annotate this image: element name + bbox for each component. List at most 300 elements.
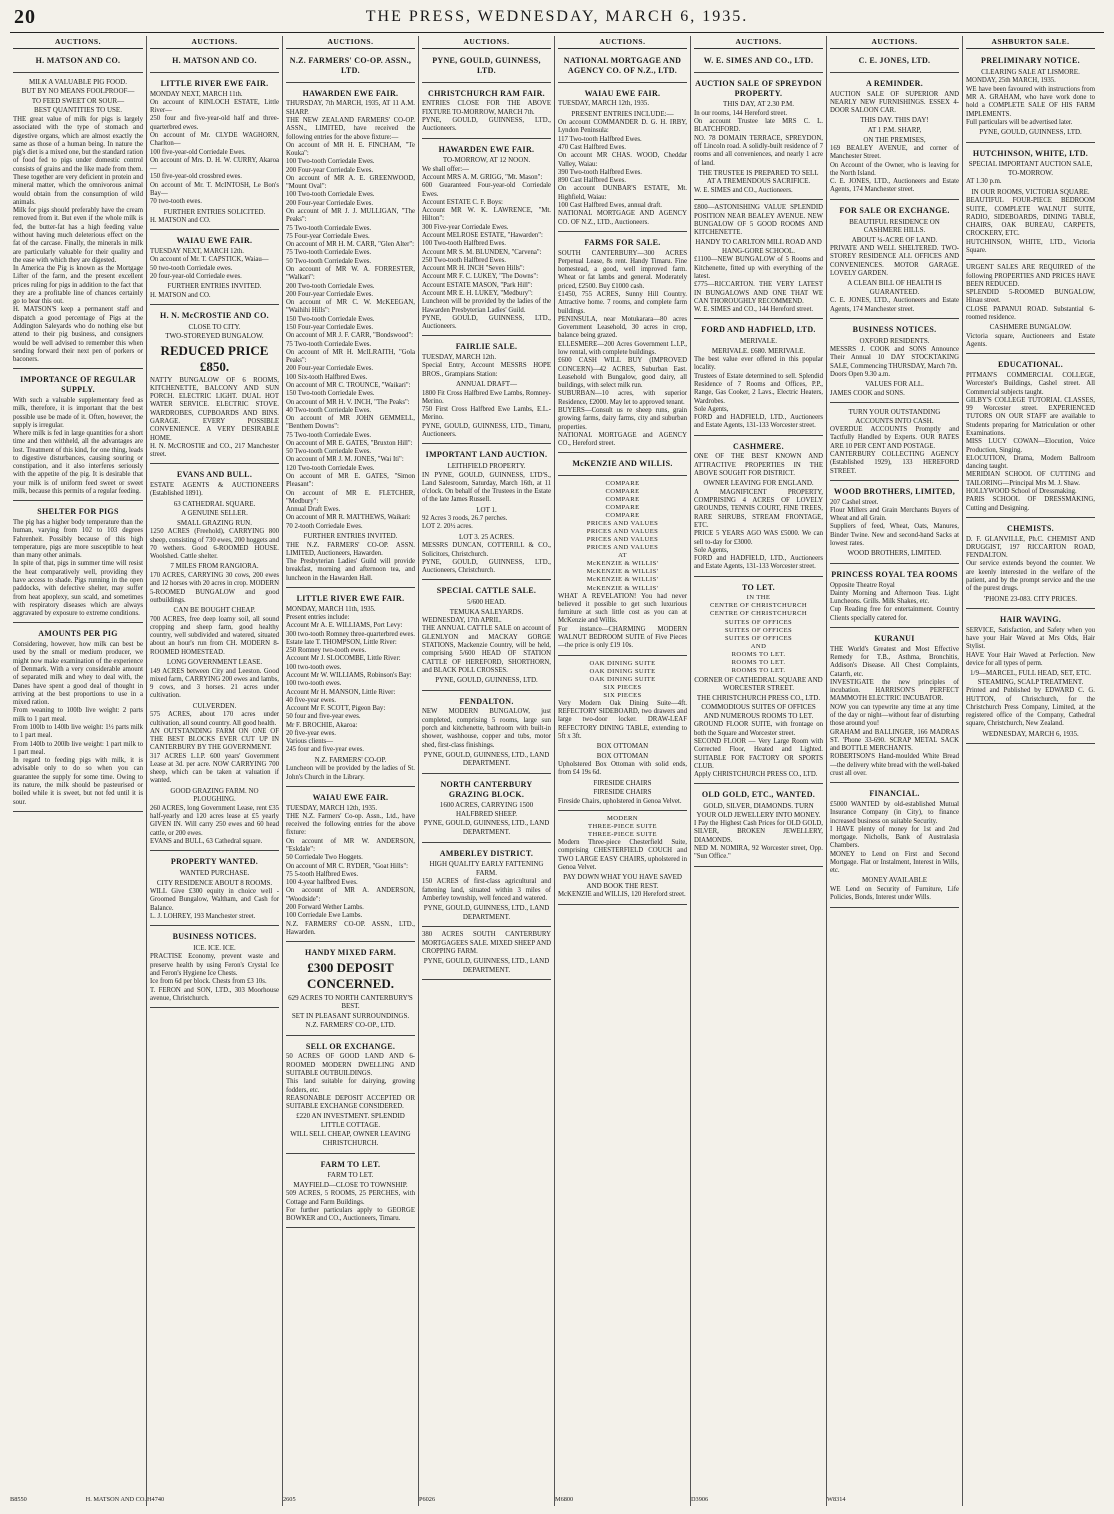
advert-text: 250 Romney two-tooth ewes. (286, 647, 367, 655)
advert-text: 75 Two-tooth Corriedale Ewes. (286, 224, 372, 232)
advertisement-block (694, 786, 823, 866)
advert-text: PENINSULA, near Motukarara—80 acres Government Leasehold, 30 acres in crop, balance being grazed. (558, 315, 687, 340)
advert-text: 200 Two-tooth Corriedale Ewes. (286, 282, 375, 290)
advertisement-block (286, 1156, 415, 1229)
advert-text: We shall offer:— (422, 165, 469, 173)
advertisement-block (150, 52, 279, 73)
advert-text: WEDNESDAY, MARCH 6, 1935. (982, 729, 1079, 738)
repeated-heading: MODERN (607, 815, 638, 823)
repeated-heading: PRICES AND VALUES (586, 536, 659, 544)
advert-text: BEAUTIFUL RESIDENCE ON CASHMERE HILLS. (849, 217, 940, 235)
repeated-heading: SUITES OF OFFICES (724, 634, 793, 642)
advert-text: 5/600 HEAD. (467, 598, 506, 607)
advert-title: CASHMERE. (733, 441, 784, 451)
advert-text: On account of MR H. M. CARR, "Glen Alter": (286, 241, 415, 249)
advert-text: NATTY BUNGALOW OF 6 ROOMS, KITCHENETTE, BALCONY AND SUN PORCH. ELECTRIC LIGHT. DUAL HOT WATER SERVICE. ELECTRIC STOVE. WARDROBES, CUPBOARDS AND BINS. GARAGE. EVERY POSSIBLE CONVENIENCE. A VERY DESIRABLE HOME. (150, 376, 279, 442)
advert-text: ELOCUTION, Drama, Modern Ballroom dancing taught. (966, 454, 1095, 471)
advertisement-block (422, 776, 551, 843)
advert-text: 207 Cashel street. (830, 498, 879, 506)
advert-text: CLOSE PAPANUI ROAD. Substantial 6-roomed residence. (966, 305, 1095, 321)
advert-title: LITTLE RIVER EWE FAIR. (160, 78, 269, 88)
column-5 (554, 36, 690, 1506)
advert-title: FINANCIAL. (869, 789, 920, 799)
advert-text: On account of MR C. TROUNCE, "Waikari": (286, 381, 411, 389)
advert-text: PRIVATE AND WELL SHELTERED. TWO-STOREY RESIDENCE ALL OFFICES AND CONVENIENCES. MOTOR GARAGE. LOVELY GARDEN. (830, 245, 959, 277)
advert-text: LEITHFIELD PROPERTY. (447, 461, 526, 470)
advert-text: 63 CATHEDRAL SQUARE. (173, 499, 256, 508)
advert-text: PYNE, GOULD, GUINNESS, LTD., Auctioneers. (422, 314, 551, 331)
column-footer (10, 1496, 146, 1504)
column-2 (146, 36, 282, 1506)
advertisement-block (286, 944, 415, 1036)
column-heading: AUCTIONS. (694, 36, 823, 49)
advert-text: CITY RESIDENCE ABOUT 8 ROOMS. (156, 878, 273, 887)
advert-text: CULVERDEN. (192, 701, 237, 710)
advert-title: PRELIMINARY NOTICE. (981, 56, 1080, 66)
advert-title: FAIRLIE SALE. (455, 342, 518, 352)
advert-text: 40 Two-tooth Corriedale Ewes. (286, 406, 372, 414)
column-heading: AUCTIONS. (13, 36, 143, 49)
advert-text: Account Mr J. SLOCOMBE, Little River: (286, 655, 401, 663)
advertisement-block (830, 405, 959, 481)
advert-title: EDUCATIONAL. (997, 360, 1063, 370)
advert-title: IMPORTANCE OF REGULAR SUPPLY. (20, 375, 136, 395)
advert-text: BUYERS—Consult us re sheep runs, grain growing farms, dairy farms, city and suburban properties. (558, 406, 687, 431)
advert-text: H. MATSON and CO. (150, 291, 211, 299)
advert-text: PRESENT ENTRIES INCLUDE:— (571, 109, 674, 118)
advert-text: On account of MR H. E. FINCHAM, "Te Kouka": (286, 141, 415, 158)
repeated-heading: SIX PIECES (603, 691, 642, 699)
repeated-heading: PRICES AND VALUES (586, 544, 659, 552)
advert-text: PAY DOWN WHAT YOU HAVE SAVED AND BOOK THE REST. (563, 873, 682, 890)
advert-title: C. E. JONES, LTD. (858, 56, 931, 66)
advert-text: TUESDAY, MARCH 12th, 1935. (286, 804, 378, 812)
advert-text: N.Z. FARMERS' CO-OP. ASSN., LTD., Hawarden. (286, 920, 415, 936)
advert-text: Account MR E. H. LUKEY, "Medbury": (422, 290, 533, 298)
advert-text: 100 five-year-old Corriedale Ewes. (150, 148, 246, 156)
advert-text: Apply CHRISTCHURCH PRESS CO., LTD. (694, 771, 818, 779)
advert-text: 100 Two-tooth Halfbred Ewes. (422, 240, 506, 248)
advert-text: Account ESTATE MASON, "Park Hill": (422, 281, 533, 289)
advert-title: SHELTER FOR PIGS (37, 507, 119, 517)
advert-text: Our service extends beyond the counter. We are keenly interested in the welfare of the patient, and by the prompt service and the use of the purest drugs. (966, 560, 1095, 593)
advertisement-block (558, 658, 687, 812)
advert-text: CANTERBURY COLLECTING AGENCY (Established 1929), 133 HEREFORD STREET. (830, 450, 959, 475)
advert-text: W. E. SIMES and CO., 144 Hereford street. (694, 306, 814, 314)
advert-text: £220 AN INVESTMENT. SPLENDID LITTLE COTTAGE. (296, 1112, 405, 1129)
advert-text: TO-MORROW, AT 12 NOON. (442, 156, 531, 165)
advert-text: WANTED PURCHASE. (179, 868, 250, 877)
advert-text: 'PHONE 23-083. CITY PRICES. (984, 594, 1077, 603)
advert-text: TEMUKA SALEYARDS. (449, 607, 524, 616)
advert-text: 50 Corriedale Two Hoggets. (286, 854, 363, 862)
advert-text: A GENUINE SELLER. (181, 509, 248, 518)
advert-text: MAYFIELD—CLOSE TO TOWNSHIP. (293, 1180, 408, 1189)
advert-text: NEW MODERN BUNGALOW, just completed, comprising 5 rooms, large sun porch and kitchenette, bathroom with built-in shower, washhouse, copper and tubs, motor shed, first-class finishings. (422, 708, 551, 749)
advert-text: On account of MR E. GATES, "Simon Pleasant": (286, 473, 415, 489)
advertisement-block (286, 52, 415, 83)
advert-text: 100 Corriedale Ewe Lambs. (286, 912, 363, 920)
advertisement-block (966, 356, 1095, 518)
advert-title: SELL OR EXCHANGE. (305, 1041, 396, 1051)
advert-text: OVERDUE ACCOUNTS Promptly and Tactfully Handled by Experts. OUR RATES ARE 10 PER CENT AND POSTAGE. (830, 426, 959, 450)
advert-title: PYNE, GOULD, GUINNESS, LTD. (432, 56, 541, 75)
column-heading: AUCTIONS. (150, 36, 279, 49)
advert-text: H. MATSON'S keep a permanent staff and dispatch a good percentage of Pigs at the Addington Saleyards who do nothing else but attend to their pig business, and consigners would be well advised to remember this when sending forward their next pen of porkers or baconers. (13, 306, 143, 364)
advert-title: NATIONAL MORTGAGE AND AGENCY CO. OF N.Z., LTD. (563, 56, 682, 75)
advert-text: 100 4-year halfbred Ewes. (286, 879, 358, 887)
advertisement-block (286, 85, 415, 588)
advertisement-block (830, 75, 959, 200)
advertisement-block (966, 262, 1095, 354)
advert-text: NED M. NOMIRA, 92 Worcester street, Opp. "Sun Office." (694, 845, 823, 861)
advert-text: On account of KINLOCH ESTATE, Little River— (150, 98, 279, 115)
advert-text: On account of Mr. T. CAPSTICK, Waiau— (150, 256, 269, 264)
repeated-heading: COMPARE (605, 504, 640, 512)
repeated-heading: OAK DINING SUITE (589, 667, 656, 675)
repeated-heading: PRICES AND VALUES (586, 528, 659, 536)
advert-text: MISS LUCY COWAN—Elocution, Voice Production, Singing. (966, 438, 1095, 454)
advertisement-block (830, 52, 959, 73)
advert-text: OWNER LEAVING FOR ENGLAND. (703, 479, 814, 488)
advertisement-block (830, 483, 959, 564)
advert-text: W. E. SIMES and CO., Auctioneers. (694, 186, 793, 194)
advert-text: TO FEED SWEET OR SOUR— (31, 96, 125, 105)
advert-text: Various clients— (286, 738, 334, 746)
advert-text: 700 ACRES, free deep loamy soil, all sound cropping and sheep farm, good healthy country, well subdivided and watered, situated about an hour's run from CH. MODERN 8-ROOMED HOMESTEAD. (150, 615, 279, 656)
advert-text: SMALL GRAZING RUN. (177, 518, 252, 527)
advertisement-block (286, 590, 415, 787)
advert-text: 245 four and five-year ewes. (286, 746, 364, 754)
advert-text: 750 First Cross Halfbred Ewe Lambs, E.L.-Merino. (422, 406, 551, 422)
advertisement-block (694, 579, 823, 785)
advert-text: On account COMMANDER D. G. H. IRBY, Lyndon Peninsula: (558, 119, 687, 135)
advert-text: THIS DAY. THIS DAY! (860, 116, 929, 125)
advert-text: FURTHER ENTRIES INVITED. (303, 532, 398, 541)
advert-text: On account of Mr. CLYDE WAGHORN, Charlton— (150, 132, 279, 148)
footer-code: W8314 (827, 1496, 846, 1504)
advert-text: On account of Mrs. D. H. W. CURRY, Akaroa— (150, 156, 279, 173)
advert-text: MESSRS DUNCAN, COTTERILL & CO., Solicitors, Christchurch. (422, 542, 551, 558)
advertisement-block (966, 145, 1095, 261)
advert-text: Dainty Morning and Afternoon Teas. Light Luncheons. Grills. Milk Shakes, etc. (830, 589, 959, 606)
advert-text: FORD and HADFIELD, LTD., Auctioneers and Estate Agents, 131-133 Worcester street. (694, 555, 823, 571)
advert-text: L. J. LOHREY, 193 Manchester street. (150, 912, 256, 920)
repeated-heading: COMPARE (605, 488, 640, 496)
column-heading: AUCTIONS. (830, 36, 959, 49)
advert-text: On account of MR J. F. CARR, "Bondswood": (286, 332, 413, 340)
advertisement-block (286, 1038, 415, 1154)
advert-text: MERIVALE. £680. MERIVALE. (711, 346, 806, 355)
advert-text: TUESDAY NEXT, MARCH 12th. (150, 248, 244, 256)
advert-text: THE N.Z. FARMERS' CO-OP. ASSN. LIMITED, Auctioneers, Hawarden. (286, 541, 415, 557)
advert-text: 50 Two-tooth Corriedale Ewes. (286, 448, 372, 456)
column-heading: AUCTIONS. (422, 36, 551, 49)
advert-text: MERIDIAN SCHOOL OF CUTTING and TAILORING—Principal Mrs M. J. Shaw. (966, 471, 1095, 487)
advertisement-block (830, 630, 959, 783)
advert-text: THURSDAY, 7th MARCH, 1935, AT 11 A.M. SHARP. (286, 100, 415, 116)
repeated-heading: McKENZIE & WILLIS' (586, 568, 659, 576)
repeated-heading: PRICES AND VALUES (586, 520, 659, 528)
advert-text: IN PYNE, GOULD, GUINNESS, LTD'S., Land Salesroom, Saturday, March 16th, at 11 o'clock. On behalf of the Trustees in the Estate of the late James Russell. (422, 471, 551, 504)
advertisement-block (150, 232, 279, 305)
advertisement-block (966, 611, 1095, 744)
advert-text: ONE OF THE BEST KNOWN AND ATTRACTIVE PROPERTIES IN THE ABOVE SOUGHT FOR DISTRICT. (694, 453, 823, 478)
advert-text: VALUES FOR ALL. (865, 380, 924, 389)
advert-title: EVANS AND BULL. (176, 470, 253, 480)
advert-title: BUSINESS NOTICES. (852, 324, 937, 334)
repeated-heading: OAK DINING SUITE (589, 675, 656, 683)
advert-text: MONEY AVAILABLE (861, 876, 927, 885)
advertisement-block (13, 52, 143, 73)
repeated-heading: SIX PIECES (603, 683, 642, 691)
advert-text: 120 Two-tooth Corriedale Ewes. (286, 464, 375, 472)
advert-title: TO LET. (742, 582, 775, 592)
advert-text: The best value ever offered in this popular locality. (694, 356, 823, 372)
advert-title: H. MATSON AND CO. (172, 56, 257, 66)
advert-title: FOR SALE OR EXCHANGE. (839, 205, 950, 215)
advertisement-block (422, 929, 551, 980)
advert-text: Trustees of Estate determined to sell. Splendid Residence of 7 Rooms and Offices, P.P., Range, Gas Cooker, 2 Lavs., Electric Heaters, Wardrobes. (694, 372, 823, 405)
advert-text: WE have been favoured with instructions from MR A. GRAHAM, who have work done to hold a COMPLETE SALE OF HIS FARM IMPLEMENTS. (966, 85, 1095, 118)
advert-title: SPECIAL CATTLE SALE. (436, 586, 537, 596)
advert-text: BUT BY NO MEANS FOOLPROOF— (21, 87, 135, 96)
advertisement-block (558, 52, 687, 83)
repeated-heading: THREE-PIECE SUITE (588, 831, 657, 839)
advert-text: WE Lend on Security of Furniture, Life Policies, Bonds, Interest under Wills. (830, 886, 959, 902)
advertisement-block (694, 75, 823, 200)
advert-text: ICE. ICE. ICE. (193, 943, 236, 952)
advert-text: MONDAY, 25th MARCH, 1935. (966, 77, 1056, 85)
advert-text: 470 Cast Halfbred Ewes. (558, 144, 626, 152)
advert-text: WILL SELL CHEAP, OWNER LEAVING CHRISTCHURCH. (290, 1130, 411, 1148)
column-footer (283, 1496, 418, 1504)
advert-text: THE World's Greatest and Most Effective Remedy for T.B., Asthma, Bronchitis, Addison's Disease. All Chest Complaints, Catarrh, etc. (830, 645, 959, 678)
advert-text: Estate late T. THOMPSON, Little River: (286, 638, 397, 646)
advert-text: 1600 ACRES, CARRYING 1500 HALFBRED SHEEP. (439, 801, 534, 818)
advert-text: PARIS SCHOOL OF DRESSMAKING, Cutting and Designing. (966, 496, 1095, 512)
advert-text: D. F. GLANVILLE, Ph.C. CHEMIST AND DRUGGIST, 197 RICCARTON ROAD, FENDALTON. (966, 535, 1095, 560)
advertisement-block (694, 52, 823, 73)
advert-text: 92 Acres 3 roods, 26.7 perches. (422, 515, 508, 523)
advertisement-block (422, 582, 551, 690)
advert-text: Sole Agents, (694, 546, 729, 554)
advert-text: Milk for pigs should preferably have the cream removed from it. But even if the whole milk is fed, the butter-fat has a high feeding value without having much deleterious effect on the fat of the carcase. Finally, the minerals in milk are particularly valuable for their quality and the ease with which they are digested. (13, 207, 143, 264)
advertisement-block (694, 202, 823, 319)
advert-text: On account of MR JOHN GEMMELL, "Benthem Downs": (286, 415, 415, 431)
column-heading: AUCTIONS. (558, 36, 687, 49)
advert-text: PYNE, GOULD, GUINNESS, LTD., LAND DEPARTMENT. (423, 750, 550, 768)
advert-text: 20 four-year-old Corriedale ewes. (150, 272, 242, 280)
advert-title: BUSINESS NOTICES. (172, 932, 257, 942)
column-7 (826, 36, 962, 1506)
advertisement-block (150, 307, 279, 464)
repeated-heading: COMPARE (605, 512, 640, 520)
advert-title: HAWARDEN EWE FAIR. (438, 144, 535, 154)
advert-text: INVESTIGATE the new principles of incubation. HARRISON'S PERFECT MAMMOTH ELECTRIC INCUBATOR. (830, 678, 959, 703)
advert-text: ESTATE AGENTS & AUCTIONEERS (Established 1891). (150, 482, 279, 498)
advert-title: WAIAU EWE FAIR. (584, 88, 661, 98)
advert-text: THE N.Z. Farmers' Co-op. Assn., Ltd., have received the following entries for the above fixture: (286, 812, 415, 837)
advert-title: N.Z. FARMERS' CO-OP. ASSN., LTD. (289, 56, 412, 75)
advert-text: AT 1.30 p.m. (966, 178, 1002, 186)
advert-title: AMOUNTS PER PIG (38, 629, 118, 639)
advert-text: McKENZIE and WILLIS, 120 Hereford street. (558, 891, 686, 899)
advert-text: PRACTISE Economy, prevent waste and preserve health by using Feron's Crystal Ice and Feron's Hygiene Ice Chests. (150, 953, 279, 978)
advert-text: Flour Millers and Grain Merchants Buyers of Wheat and all Grain. (830, 506, 959, 523)
advert-text: From 140lb to 200lb live weight: 1 part milk to 1 part meal. (13, 740, 143, 756)
advert-text: Account Mr F. SCOTT, Pigeon Bay: (286, 705, 386, 713)
advert-text: BOX OTTOMAN (596, 751, 649, 760)
advert-title: PRINCESS ROYAL TEA ROOMS (831, 569, 958, 579)
advert-text: 200 Forward Wether Lambs. (286, 903, 364, 911)
advert-text: H. N. McCROSTIE and CO., 217 Manchester street. (150, 442, 279, 459)
advert-text: WHAT A REVELATION! You had never believed it possible to get such luxurious furniture at such little cost as you can at McKenzie and Willis. (558, 592, 687, 625)
advertisement-block (830, 321, 959, 403)
advert-text: SERVICE, Satisfaction, and Safety when you have your Hair Waved at Mrs Olds, Hair Stylist. (966, 626, 1095, 651)
repeated-heading: OAK DINING SUITE (589, 659, 656, 667)
advert-text: 20 five-year ewes. (286, 729, 337, 737)
repeated-heading: AT (618, 552, 627, 560)
advert-text: Sole Agents, (694, 405, 729, 413)
advert-text: FIRESIDE CHAIRS (593, 788, 652, 797)
newspaper-title: THE PRESS, WEDNESDAY, MARCH 6, 1935. (365, 8, 749, 25)
advert-text: ELLESMERE—200 Acres Government L.I.P., low rental, with complete buildings. (558, 340, 687, 356)
advert-text: 1800 Fit Cross Halfbred Ewe Lambs, Romney-Merino. (422, 389, 551, 405)
advert-text: FURTHER ENTRIES SOLICITED. (163, 207, 266, 216)
advert-text: 70 2-tooth Corriedale Ewes. (286, 522, 363, 530)
advert-text: PYNE, GOULD, GUINNESS, LTD., Timaru, Auctioneers. (422, 422, 551, 438)
advertisement-block (422, 338, 551, 444)
advert-text: WOOD BROTHERS, LIMITED. (847, 549, 942, 558)
advert-text: NATIONAL MORTGAGE AND AGENCY CO. OF N.Z., LTD., Auctioneers. (558, 210, 687, 226)
repeated-heading: ROOMS TO LET. (731, 650, 786, 658)
advert-title: WAIAU EWE FAIR. (312, 792, 389, 802)
repeated-heading: McKENZIE & WILLIS' (586, 560, 659, 568)
advert-text: THE NEW ZEALAND FARMERS' CO-OP. ASSN., LIMITED, have received the following entries for the above fixture:— (286, 116, 415, 141)
footer-sign: H. MATSON AND CO. (85, 1496, 146, 1504)
advert-text: LOT 1. (476, 505, 497, 514)
advert-text: 7 MILES FROM RANGIORA. (170, 562, 259, 571)
advert-text: With such a valuable supplementary feed as milk, therefore, it is important that the best possible use be made of it. Often, however, the supply is irregular. (13, 396, 143, 429)
column-8 (962, 36, 1098, 1506)
column-footer (147, 1496, 282, 1504)
advert-text: Account Mr H. MANSON, Little River: (286, 688, 396, 696)
advert-text: PYNE, GOULD, GUINNESS, LTD., LAND DEPARTMENT. (423, 904, 550, 921)
advert-text: 200 Four-year Corriedale Ewes. (286, 290, 374, 298)
advert-text: On account of MR C. RYDER, "Goat Hills": (286, 862, 409, 870)
repeated-heading: CENTRE OF CHRISTCHURCH (709, 602, 808, 610)
advert-text: On account of MR J. M. JONES, "Wai Iti": (286, 456, 404, 464)
advert-text: 50 four and five-year ewes. (286, 713, 361, 721)
advertisement-block (13, 625, 143, 811)
advert-text: On account of MR A. ANDERSON, "Woodside": (286, 887, 415, 903)
advertisement-block (422, 693, 551, 774)
advertisement-block (150, 853, 279, 926)
repeated-heading: McKENZIE & WILLIS' (586, 584, 659, 592)
advert-text: Very Modern Oak Dining Suite—4ft. REFECTORY SIDEBOARD, two drawers and large two-door locker. DRAW-LEAF REFECTORY DINING TABLE, extending to 5ft x 3ft. (558, 699, 687, 740)
advert-text: In America the Pig is known as the Mortgage Lifter of the farm, and the present excellent prices ruling for pigs in addition to the fact that they are a profitable line of chances certainly go to bear this out. (13, 265, 143, 306)
advertisement-block (13, 503, 143, 623)
advert-text: PYNE, GOULD, GUINNESS, LTD., LAND DEPARTMENT. (423, 819, 550, 837)
columns-container (10, 36, 1104, 1506)
advert-text: H. MATSON and CO. (150, 217, 211, 225)
repeated-heading: COMPARE (605, 496, 640, 504)
advertisement-block (150, 928, 279, 1008)
advert-text: £775—RICCARTON. THE VERY LATEST IN BUNGALOWS AND ONE THAT WE CAN THOROUGHLY RECOMMEND. (694, 281, 823, 305)
advert-text: LONG GOVERNMENT LEASE. (166, 658, 263, 667)
advert-text: BOX OTTOMAN (596, 742, 649, 751)
advert-text: SPECIAL IMPORTANT AUCTION SALE, TO-MORROW. (968, 160, 1093, 177)
advert-text: N.Z. FARMERS' CO-OP., LTD. (305, 1021, 396, 1030)
advert-title: CHEMISTS. (1007, 523, 1054, 533)
advert-text: Upholstered Box Ottoman with solid ends, from £4 19s 6d. (558, 761, 687, 777)
advert-text: 1/9—MARCEL, FULL HEAD, SET, ETC. STEAMING, SCALP TREATMENT. (970, 669, 1091, 686)
advert-text: FARM TO LET. (327, 1171, 374, 1180)
advert-text: FURTHER ENTRIES INVITED. (167, 282, 262, 291)
advert-text: 150 ACRES of first-class agricultural and fattening land, situated within 3 miles of Amberley township, well fenced and watered. (422, 878, 551, 902)
advert-text: REDUCED PRICE £850. (160, 342, 269, 374)
advert-text: CORNER OF CATHEDRAL SQUARE AND WORCESTER STREET. (694, 675, 823, 693)
advertisement-block (422, 52, 551, 83)
advert-text: N.Z. FARMERS' CO-OP. (314, 755, 387, 764)
advert-text: 260 ACRES, long Government Lease, rent £35 half-yearly and 120 acres lease at £5 yearly GIVEN IN. Will carry 250 ewes and 60 head cattle, or 200 ewes. (150, 804, 279, 837)
advert-text: Opposite Theatre Royal (830, 581, 895, 589)
advert-text: HUTCHINSON, WHITE, LTD., Victoria Square. (966, 238, 1095, 254)
advert-text: The pig has a higher body temperature than the human, varying from 102 to 103 degrees Fahrenheit. Possibly because of this high temperature, pigs are more susceptible to heat than many other animals. (13, 519, 143, 560)
advert-text: A CLEAN BILL OF HEALTH IS GUARANTEED. (847, 279, 942, 296)
page-number: 20 (14, 6, 36, 28)
advert-text: £5000 WANTED by old-established Mutual Insurance Company (in City), to finance increased business on suitable Security. (830, 800, 959, 825)
advert-text: 100 two-tooth ewes. (286, 663, 342, 671)
advert-text: Cup Reading free for entertainment. Country Clients specially catered for. (830, 606, 959, 622)
advert-text: 50 two-tooth Corriedale ewes. (150, 264, 233, 272)
advert-text: 200 Four-year Corriedale Ewes. (286, 199, 374, 207)
advert-text: Luncheon will be provided by the ladies of the Hawarden Presbyterian Ladies' Guild. (422, 298, 551, 314)
repeated-heading: SUITES OF OFFICES (724, 626, 793, 634)
advertisement-block (830, 202, 959, 319)
advert-text: 200 Four-year Corriedale Ewes. (286, 365, 374, 373)
advert-title: W. E. SIMES AND CO., LTD. (703, 56, 814, 66)
advert-text: This land suitable for dairying, growing fodders, etc. (286, 1078, 415, 1094)
advert-title: HANDY MIXED FARM. (304, 948, 397, 958)
advert-text: REASONABLE DEPOSIT ACCEPTED OR SUITABLE EXCHANGE CONSIDERED. (286, 1094, 415, 1111)
advert-text: On account of MR E. FLETCHER, "Medbury": (286, 489, 415, 505)
advert-text: CAN BE BOUGHT CHEAP. (173, 606, 256, 615)
advert-text: Account MELROSE ESTATE, "Hawarden": (422, 232, 543, 240)
column-footer (827, 1496, 962, 1504)
advert-text: LOT 2. 20½ acres. (422, 523, 473, 531)
repeated-heading: AND (750, 642, 767, 650)
repeated-heading: COMPARE (605, 480, 640, 488)
advert-text: 600 Guaranteed Four-year-old Corriedale Ewes. (422, 182, 551, 198)
advert-title: FARMS FOR SALE. (584, 237, 661, 247)
advert-text: On account of MR W. ANDERSON, "Eskdale": (286, 837, 415, 854)
advertisement-block (694, 438, 823, 577)
footer-code: H4740 (147, 1496, 165, 1504)
advert-text: Account MR W. K. LAWRENCE, "Mt. Hilton": (422, 207, 551, 223)
advert-text: In regard to feeding pigs with milk, it is advisable only to do so when you can guarantee the supply for some time. Owing to its nature, the milk should be pasteurised or boiled while it is sweet, but not fed until it is sour. (13, 757, 143, 806)
advertisement-block (558, 455, 687, 476)
advert-text: I Pay the Highest Cash Prices for OLD GOLD, SILVER, BROKEN JEWELLERY, DIAMONDS. (694, 820, 823, 844)
advert-text: 150 Two-tooth Corriedale Ewes. (286, 315, 375, 323)
advert-text: ROBERTSON'S Hand-moulded White Bread—the delivery white bread with the well-baked crust all over. (830, 753, 959, 777)
advert-text: ANNUAL DRAFT— (456, 380, 517, 389)
advert-text: WILL Give £300 equity in choice well - Groomed Bungalow, Waltham, and Cash for Balance. (150, 888, 279, 912)
advert-text: MONDAY, MARCH 11th, 1935. (286, 605, 376, 613)
advert-text: Ice from 6d per block. Chests from £3 10s. (150, 978, 267, 986)
advert-text: Suppliers of feed, Wheat, Oats, Manures, Binder Twine. New and second-hand Sacks at lowest rates. (830, 523, 959, 547)
